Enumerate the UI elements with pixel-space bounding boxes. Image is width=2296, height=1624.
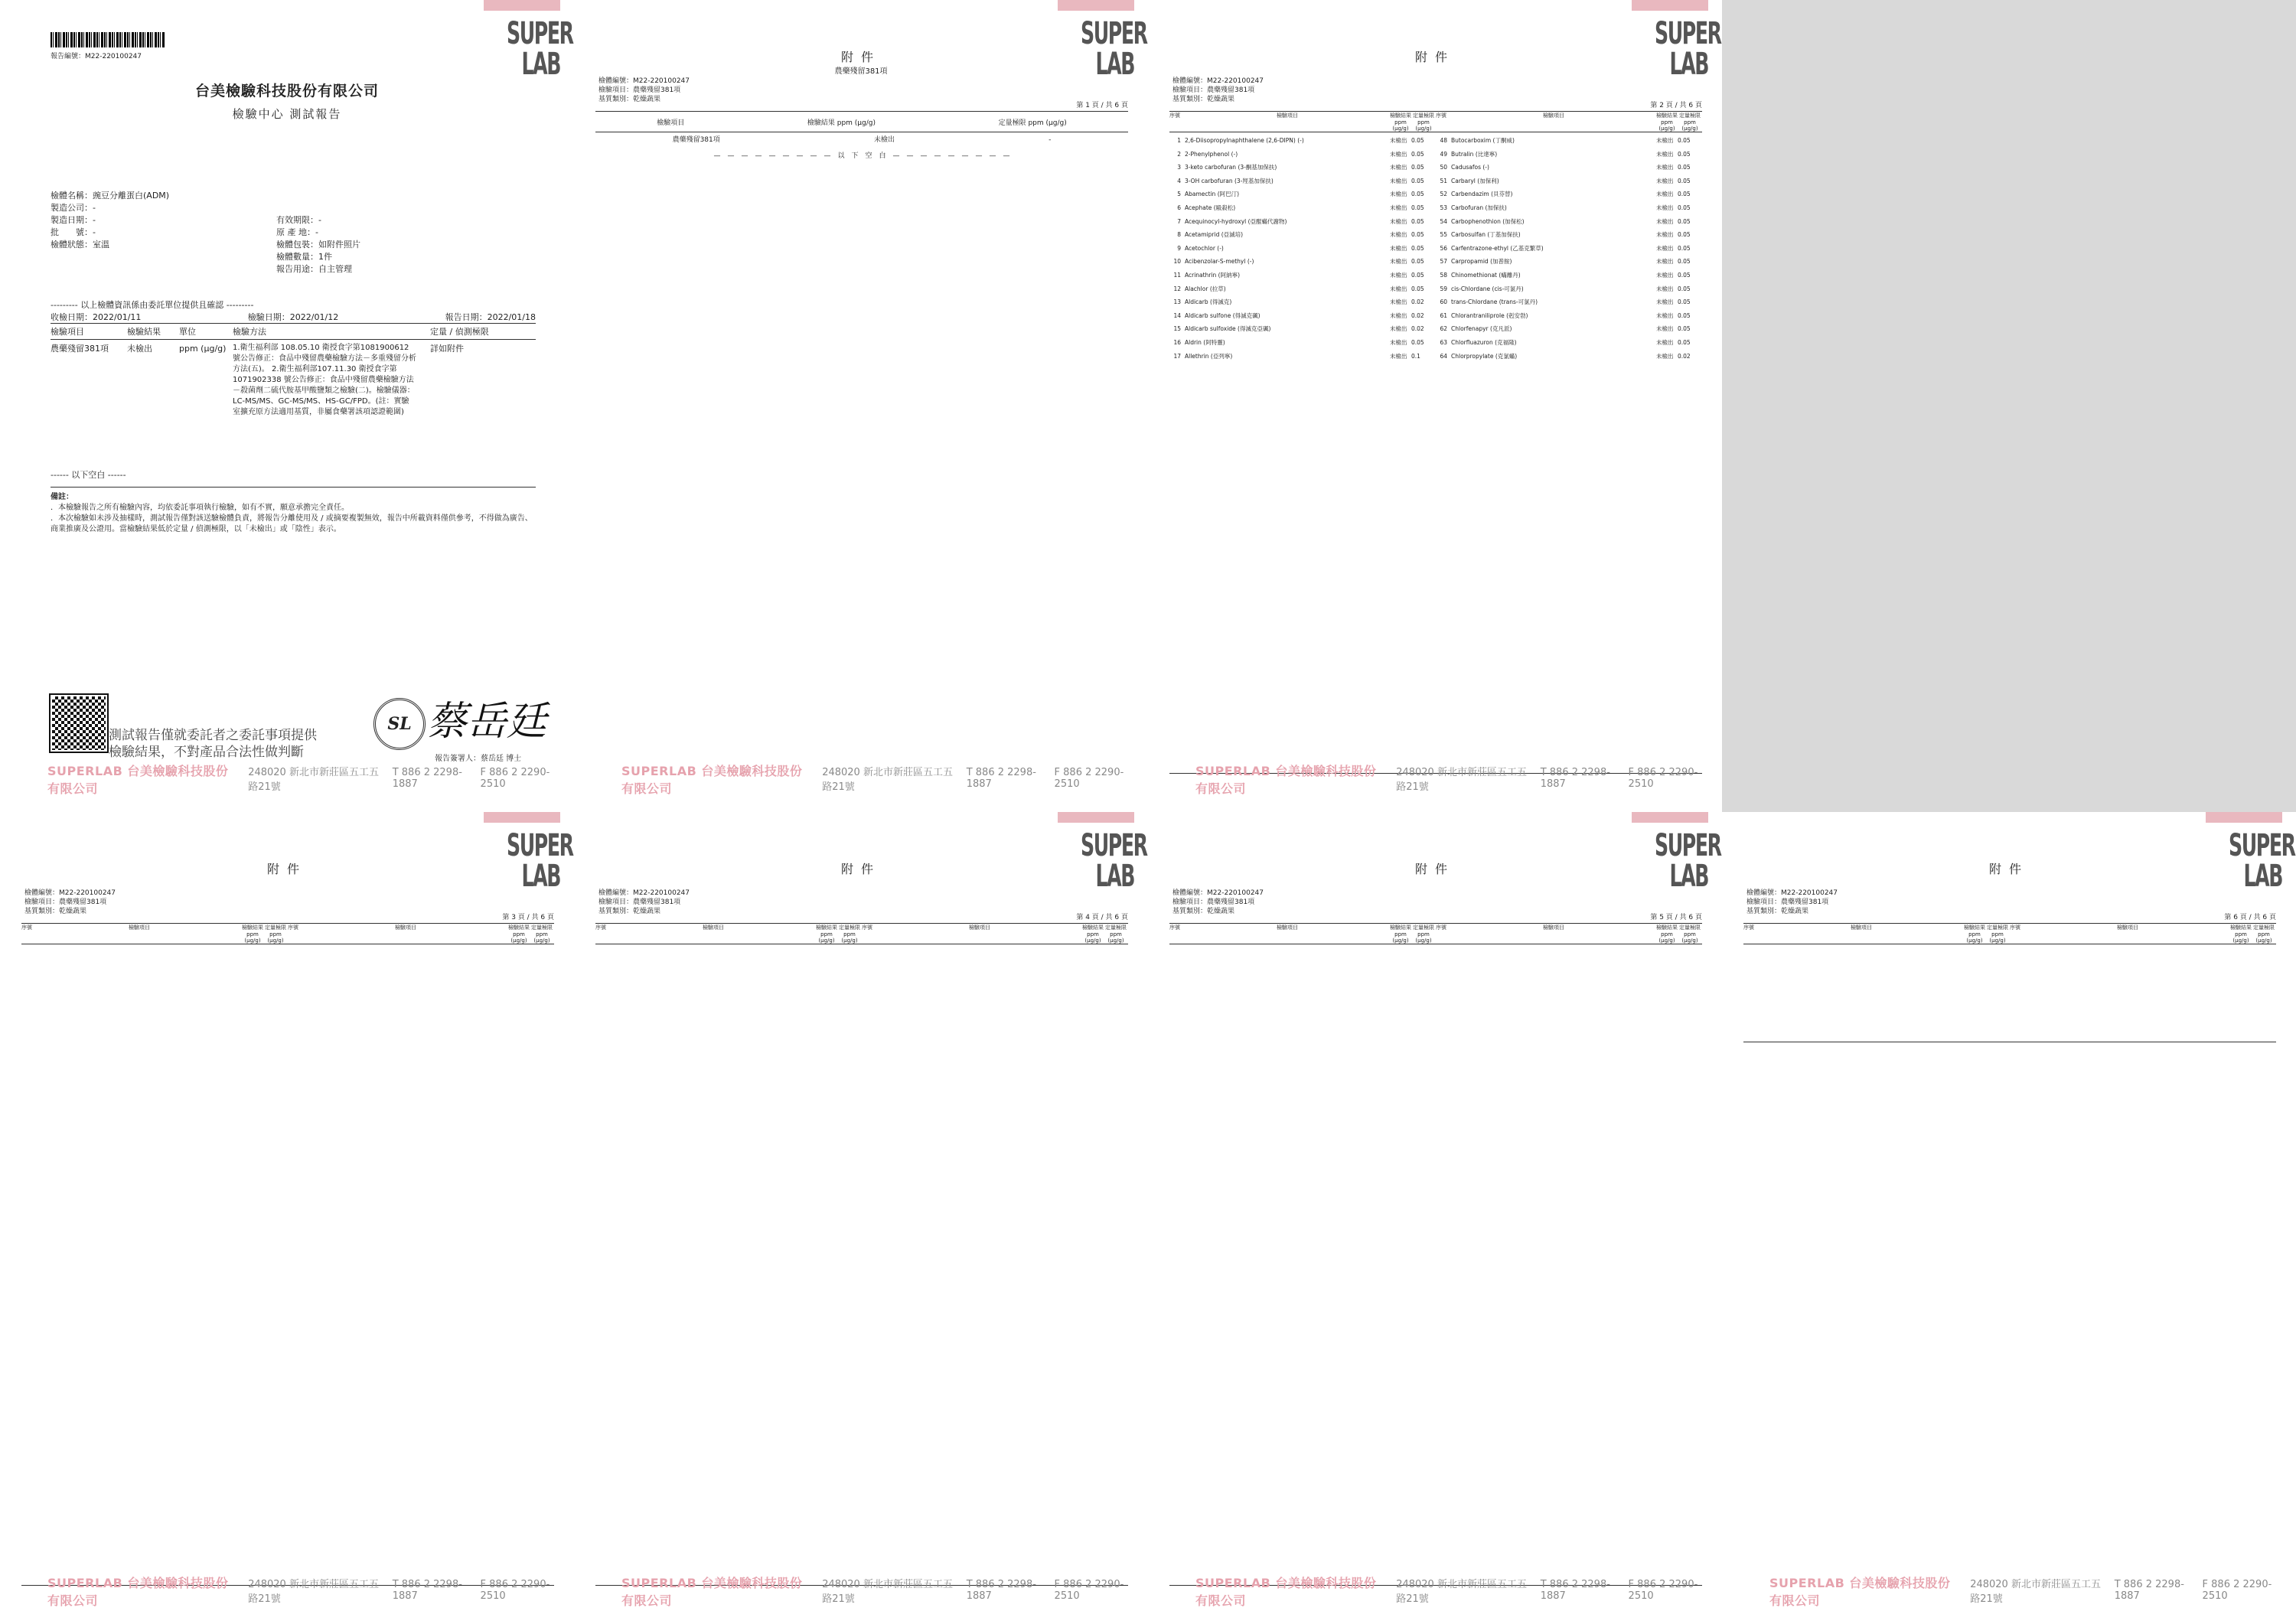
company-name: 台美檢驗科技股份有限公司: [194, 83, 379, 99]
table-header: 單位: [179, 327, 196, 337]
superlab-logo: SUPER LAB: [2206, 812, 2282, 892]
footer: SUPERLAB 台美檢驗科技股份有限公司 248020 新北市新莊區五工五路21號 T 886 2 2298-1887 F 886 2 2290-2510: [47, 1576, 550, 1608]
table-row: 14 Aldicarb sulfone (得滅克碸) 未檢出 0.02 61 Chlorantraniliprole (剋安勃) 未檢出 0.05: [1173, 311, 1691, 319]
footer: SUPERLAB 台美檢驗科技股份有限公司 248020 新北市新莊區五工五路21號 T 886 2 2298-1887 F 886 2 2290-2510: [1195, 764, 1698, 796]
superlab-logo: SUPER LAB: [484, 0, 560, 80]
report-page: [0, 0, 574, 812]
barcode-icon: [51, 32, 165, 47]
attachment-title: 附件: [1414, 50, 1455, 64]
attachment-meta: 檢體編號：M22-220100247 檢驗項目：農藥殘留381項 基質類別：乾燥蔬果: [598, 77, 690, 103]
list-header: 序號 檢驗項目 檢驗結果 ppm (μg/g) 定量極限 ppm (μg/g) 序號 檢驗項目 檢驗結果 ppm (μg/g) 定量極限 ppm (μg/g): [595, 925, 1127, 944]
attachment-list-page: [1722, 812, 2296, 1624]
superlab-logo: SUPER LAB: [1058, 812, 1134, 892]
attachment-title: 附件: [840, 862, 881, 876]
footer: SUPERLAB 台美檢驗科技股份有限公司 248020 新北市新莊區五工五路21號 T 886 2 2298-1887 F 886 2 2290-2510: [1769, 1576, 2272, 1608]
superlab-logo: SUPER LAB: [1632, 0, 1708, 80]
blank-row: — — — — — — — — — 以 下 空 白 — — — — — — — — —: [713, 152, 1010, 160]
footer: SUPERLAB 台美檢驗科技股份有限公司 248020 新北市新莊區五工五路21號 T 886 2 2298-1887 F 886 2 2290-2510: [621, 1576, 1124, 1608]
sample-info: [51, 190, 525, 276]
attachment-list-page: [574, 812, 1148, 1624]
table-row: 5 Abamectin (阿巴汀) 未檢出 0.05 52 Carbendazim (貝芬替) 未檢出 0.05: [1177, 191, 1691, 198]
info-row: 檢體名稱：豌豆分離蛋白(ADM): [51, 191, 170, 201]
dates-row: 收檢日期：2022/01/11 檢驗日期：2022/01/12 報告日期：2022/01/18: [51, 312, 536, 322]
list-header: 序號 檢驗項目 檢驗結果 ppm (μg/g) 定量極限 ppm (μg/g) 序號 檢驗項目 檢驗結果 ppm (μg/g) 定量極限 ppm (μg/g): [1743, 925, 2275, 944]
attachment-title: 附件: [840, 50, 881, 64]
page-number: 第 6 頁 / 共 6 頁: [2224, 914, 2276, 921]
attachment-meta: 檢體編號：M22-220100247 檢驗項目：農藥殘留381項 基質類別：乾燥蔬果: [1746, 889, 1838, 915]
disclaimer: 測試報告僅就委託者之委託事項提供 檢驗結果，不對產品合法性做判斷: [109, 728, 317, 760]
provided-note: --------- 以上檢體資訊係由委託單位提供且確認 ---------: [51, 300, 254, 310]
info-row: 製造公司：-: [51, 203, 96, 213]
page-number: 第 2 頁 / 共 6 頁: [1650, 102, 1702, 109]
table-header: 檢驗方法: [233, 327, 266, 337]
info-row: 批 號：- 原 產 地：-: [51, 227, 318, 237]
attachment-title: 附件: [266, 862, 307, 876]
table-header: 定量 / 偵測極限: [430, 327, 489, 337]
info-row: 製造日期：- 有效期限：-: [51, 215, 321, 225]
table-header: 檢驗結果: [127, 327, 161, 337]
info-row: 報告用途：自主管理: [276, 264, 352, 274]
attachment-title: 附件: [1414, 862, 1455, 876]
notes: 備註： ．本檢驗報告之所有檢驗內容，均依委託事項執行檢驗，如有不實，願意承擔完全責任。 ．本次檢驗如未涉及抽樣時，測試報告僅對該送驗檢體負責，將報告分離使用及 / 或摘要複製無效，報告中所載資料僅供參考，不得做為廣告、商業推廣及公證用。當檢驗結果低於定量 / 偵測極限，以「未檢出」或「陰性」表示。: [51, 487, 536, 535]
table-row: 9 Acetochlor (-) 未檢出 0.05 56 Carfentrazone-ethyl (乙基克繁草) 未檢出 0.05: [1177, 244, 1691, 252]
table-row: 6 Acephate (毆殺松) 未檢出 0.05 53 Carbofuran (加保扶) 未檢出 0.05: [1177, 204, 1691, 211]
attachment-summary-page: [574, 0, 1148, 812]
footer: SUPERLAB 台美檢驗科技股份有限公司 248020 新北市新莊區五工五路21號 T 886 2 2298-1887 F 886 2 2290-2510: [621, 764, 1124, 796]
superlab-logo: SUPER LAB: [484, 812, 560, 892]
table-row: 12 Alachlor (拉草) 未檢出 0.05 59 cis-Chlordane (cis-可氯丹) 未檢出 0.05: [1173, 285, 1691, 292]
page-number: 第 3 頁 / 共 6 頁: [502, 914, 554, 921]
info-row: 檢體狀態：室溫 檢體包裝：如附件照片: [51, 240, 360, 249]
signature: 蔡岳廷: [427, 699, 547, 745]
attachment-list-page: [1148, 812, 1722, 1624]
table-row: 11 Acrinathrin (阿納寧) 未檢出 0.05 58 Chinomethionat (蟎離丹) 未檢出 0.05: [1173, 271, 1691, 279]
report-subtitle: 檢驗中心 測試報告: [232, 107, 342, 121]
attachment-subtitle: 農藥殘留381項: [834, 67, 888, 76]
table-row: 13 Aldicarb (得滅克) 未檢出 0.02 60 trans-Chlordane (trans-可氯丹) 未檢出 0.05: [1173, 298, 1691, 306]
table-header: 檢驗項目: [51, 327, 84, 337]
page-number: 第 4 頁 / 共 6 頁: [1076, 914, 1128, 921]
list-header: 序號 檢驗項目 檢驗結果 ppm (μg/g) 定量極限 ppm (μg/g) 序號 檢驗項目 檢驗結果 ppm (μg/g) 定量極限 ppm (μg/g): [1169, 113, 1701, 132]
footer: SUPERLAB 台美檢驗科技股份有限公司 248020 新北市新莊區五工五路21號 T 886 2 2298-1887 F 886 2 2290-2510: [1195, 1576, 1698, 1608]
superlab-logo: SUPER LAB: [1632, 812, 1708, 892]
attachment-meta: 檢體編號：M22-220100247 檢驗項目：農藥殘留381項 基質類別：乾燥蔬果: [1172, 77, 1264, 103]
table-row: 2 2-Phenylphenol (-) 未檢出 0.05 49 Butralin (比達寧) 未檢出 0.05: [1177, 150, 1691, 158]
footer: SUPERLAB 台美檢驗科技股份有限公司 248020 新北市新莊區五工五路21號 T 886 2 2298-1887 F 886 2 2290-2510: [47, 764, 550, 796]
table-row: 15 Aldicarb sulfoxide (得滅克亞碸) 未檢出 0.02 62 Chlorfenapyr (克凡派) 未檢出 0.05: [1173, 325, 1691, 333]
table-row: 1 2,6-Diisopropylnaphthalene (2,6-DIPN) (-) 未檢出 0.05 48 Butocarboxim (丁酮威) 未檢出 0.05: [1177, 137, 1691, 144]
table-row: 8 Acetamiprid (亞滅培) 未檢出 0.05 55 Carbosulfan (丁基加保扶) 未檢出 0.05: [1177, 231, 1691, 239]
report-number: 報告編號：M22-220100247: [51, 53, 142, 60]
attachment-title: 附件: [1988, 862, 2029, 876]
qr-code-icon: [51, 695, 107, 752]
signer: 報告簽署人：蔡岳廷 博士: [435, 755, 522, 763]
table-row: 7 Acequinocyl-hydroxyl (亞醌蟎代謝物) 未檢出 0.05 54 Carbophenothion (加保松) 未檢出 0.05: [1177, 217, 1691, 225]
table-row: 10 Acibenzolar-S-methyl (-) 未檢出 0.05 57 Carpropamid (加普胺) 未檢出 0.05: [1173, 258, 1691, 266]
blank-marker: ------ 以下空白 ------: [51, 470, 126, 480]
attachment-meta: 檢體編號：M22-220100247 檢驗項目：農藥殘留381項 基質類別：乾燥蔬果: [598, 889, 690, 915]
table-row: 4 3-OH carbofuran (3-羥基加保扶) 未檢出 0.05 51 Carbaryl (加保利) 未檢出 0.05: [1177, 177, 1691, 184]
results-table: 檢驗項目 檢驗結果 單位 檢驗方法 定量 / 偵測極限 農藥殘留381項 未檢出 ppm (μg/g) 1.衛生福利部 108.05.10 衛授食字第1081900612 號公告修正：食品中殘留農藥檢驗方法－多重殘留分析方法(五)。 2.衛生福利部107.11.30 衛授食字第 1071902338 號公告修正：食品中殘留農藥檢驗方法－殺菌劑二硫代胺基甲酸鹽類之檢驗(二)。檢驗儀器：LC-MS/MS、GC-MS/MS、HS-GC/FPD。(註：實驗室擴充原方法適用基質，非屬食藥署該項認證範圍) 詳如附件: [51, 323, 536, 418]
table-row: 3 3-keto carbofuran (3-酮基加保扶) 未檢出 0.05 50 Cadusafos (-) 未檢出 0.05: [1177, 164, 1691, 171]
page-number: 第 5 頁 / 共 6 頁: [1650, 914, 1702, 921]
summary-row: 農藥殘留381項 未檢出 -: [672, 136, 1052, 144]
company-seal: SL: [373, 698, 426, 750]
list-header: 序號 檢驗項目 檢驗結果 ppm (μg/g) 定量極限 ppm (μg/g) 序號 檢驗項目 檢驗結果 ppm (μg/g) 定量極限 ppm (μg/g): [21, 925, 553, 944]
attachment-meta: 檢體編號：M22-220100247 檢驗項目：農藥殘留381項 基質類別：乾燥蔬果: [24, 889, 116, 915]
list-header: 序號 檢驗項目 檢驗結果 ppm (μg/g) 定量極限 ppm (μg/g) 序號 檢驗項目 檢驗結果 ppm (μg/g) 定量極限 ppm (μg/g): [1169, 925, 1701, 944]
superlab-logo: SUPER LAB: [1058, 0, 1134, 80]
table-row: 17 Allethrin (亞列寧) 未檢出 0.1 64 Chlorpropylate (克氯蟎) 未檢出 0.02: [1173, 352, 1691, 360]
summary-header: 檢驗項目 檢驗結果 ppm (μg/g) 定量極限 ppm (μg/g): [595, 111, 1128, 132]
analyte-list: [1169, 134, 1702, 363]
table-row: 16 Aldrin (阿特靈) 未檢出 0.05 63 Chlorfluazuron (克福隆) 未檢出 0.05: [1173, 338, 1691, 346]
attachment-list-page: [0, 812, 574, 1624]
attachment-list-page: [1148, 0, 1722, 812]
info-row: 檢體數量：1件: [276, 252, 332, 262]
attachment-meta: 檢體編號：M22-220100247 檢驗項目：農藥殘留381項 基質類別：乾燥蔬果: [1172, 889, 1264, 915]
page-number: 第 1 頁 / 共 6 頁: [1076, 102, 1128, 109]
